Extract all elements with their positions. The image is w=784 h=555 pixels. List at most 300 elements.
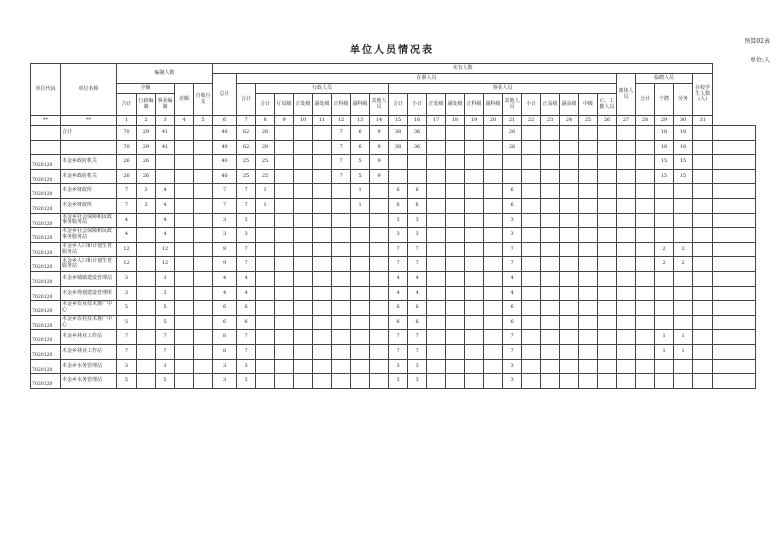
table-cell — [541, 301, 560, 316]
table-cell: 15 — [674, 169, 693, 184]
table-cell — [370, 242, 389, 257]
table-cell: 5 — [156, 301, 175, 316]
table-cell: 7 — [408, 242, 427, 257]
table-cell — [175, 126, 194, 141]
table-cell — [465, 344, 484, 359]
table-cell — [275, 155, 294, 170]
unit-code: 7020120 — [31, 228, 61, 243]
table-cell — [332, 257, 351, 272]
table-cell — [522, 344, 541, 359]
table-cell: 1 — [256, 184, 275, 199]
table-cell — [427, 228, 446, 243]
table-cell — [175, 330, 194, 345]
table-cell — [313, 169, 332, 184]
header-fuchu: 副处级 — [313, 94, 332, 116]
header-bianzhi: 编制人数 — [117, 64, 213, 84]
table-cell — [332, 184, 351, 199]
table-cell: 1 — [351, 198, 370, 213]
column-number: 12 — [332, 116, 351, 126]
table-cell: 26 — [503, 140, 522, 155]
table-cell — [636, 184, 655, 199]
table-cell — [713, 198, 756, 213]
table-cell: 3 — [408, 374, 427, 389]
table-cell — [313, 184, 332, 199]
table-cell — [617, 359, 636, 374]
table-cell: 4 — [117, 213, 137, 228]
unit-name: 木金乡水务管理站 — [61, 374, 117, 389]
table-cell: 7 — [389, 344, 408, 359]
column-number: 1 — [117, 116, 137, 126]
header-zhengchu: 正处级 — [294, 94, 313, 116]
table-cell — [465, 213, 484, 228]
table-cell: 9 — [370, 140, 389, 155]
table-cell: 3 — [117, 359, 137, 374]
table-cell — [560, 155, 579, 170]
column-number: 11 — [313, 116, 332, 126]
table-cell — [275, 344, 294, 359]
table-cell — [427, 374, 446, 389]
table-cell: 28 — [256, 126, 275, 141]
table-cell — [674, 286, 693, 301]
table-cell — [579, 184, 598, 199]
column-number: 2 — [137, 116, 156, 126]
table-cell — [313, 140, 332, 155]
table-cell — [137, 228, 156, 243]
table-cell — [484, 271, 503, 286]
table-cell — [370, 286, 389, 301]
table-cell — [194, 344, 213, 359]
table-cell — [522, 257, 541, 272]
table-cell — [598, 359, 617, 374]
table-cell — [194, 257, 213, 272]
table-cell — [427, 344, 446, 359]
table-cell — [313, 374, 332, 389]
table-cell — [579, 359, 598, 374]
table-cell: 25 — [237, 169, 256, 184]
table-cell — [598, 301, 617, 316]
header-quanbu: 全额 — [117, 84, 175, 94]
table-cell — [427, 155, 446, 170]
table-cell: 29 — [137, 126, 156, 141]
table-cell — [579, 126, 598, 141]
table-cell — [294, 301, 313, 316]
column-number: 18 — [446, 116, 465, 126]
unit-name: 木金乡财政所 — [61, 198, 117, 213]
table-cell — [194, 126, 213, 141]
table-row — [31, 169, 756, 184]
table-cell — [175, 184, 194, 199]
unit-name: 木金乡政府机关 — [61, 169, 117, 184]
table-cell — [484, 315, 503, 330]
table-cell: 3 — [237, 374, 256, 389]
table-cell: 7 — [237, 242, 256, 257]
table-cell — [465, 286, 484, 301]
header-sub-heji: 合计 — [237, 84, 256, 116]
table-cell — [541, 228, 560, 243]
table-cell — [313, 242, 332, 257]
table-cell: 15 — [674, 155, 693, 170]
table-cell — [465, 126, 484, 141]
table-cell — [465, 155, 484, 170]
table-cell — [713, 242, 756, 257]
table-cell — [484, 330, 503, 345]
table-cell — [579, 315, 598, 330]
table-cell — [693, 198, 713, 213]
table-cell: 5 — [156, 315, 175, 330]
table-row — [31, 374, 756, 389]
table-cell — [175, 198, 194, 213]
table-cell — [560, 169, 579, 184]
table-cell — [137, 271, 156, 286]
table-cell — [427, 301, 446, 316]
header-xingzheng: 行政编制 — [137, 94, 156, 116]
table-cell: 7 — [389, 257, 408, 272]
table-cell — [484, 242, 503, 257]
table-cell — [313, 198, 332, 213]
table-cell — [351, 257, 370, 272]
header-gl-fuchu: 副处级 — [446, 94, 465, 116]
table-cell: 3 — [117, 271, 137, 286]
table-cell — [541, 257, 560, 272]
column-number: 21 — [503, 116, 522, 126]
table-cell — [674, 374, 693, 389]
table-cell — [275, 330, 294, 345]
table-cell — [275, 359, 294, 374]
table-cell — [465, 301, 484, 316]
header-laowu: 劳务 — [674, 84, 693, 116]
table-cell — [541, 374, 560, 389]
column-number: 14 — [370, 116, 389, 126]
table-cell — [294, 140, 313, 155]
table-cell — [137, 315, 156, 330]
table-cell — [674, 301, 693, 316]
table-cell — [175, 301, 194, 316]
table-cell — [560, 315, 579, 330]
table-cell — [693, 359, 713, 374]
table-cell — [579, 286, 598, 301]
table-cell: 4 — [389, 271, 408, 286]
header-zaixiao: 在校学生人数(人) — [693, 74, 713, 116]
table-cell — [294, 257, 313, 272]
table-cell — [137, 359, 156, 374]
table-cell — [636, 213, 655, 228]
table-cell — [370, 315, 389, 330]
table-cell — [541, 242, 560, 257]
unit-name: 木金乡人口和计划生育服务站 — [61, 257, 117, 272]
table-cell — [465, 242, 484, 257]
table-cell — [522, 301, 541, 316]
header-chae: 差额 — [175, 84, 194, 116]
table-cell — [137, 344, 156, 359]
table-cell — [313, 228, 332, 243]
table-cell: 12 — [156, 257, 175, 272]
table-cell — [560, 286, 579, 301]
table-cell — [294, 359, 313, 374]
table-row — [31, 198, 756, 213]
table-cell — [446, 301, 465, 316]
header-zaizhi: 在职人员 — [237, 74, 617, 84]
column-number: 8 — [256, 116, 275, 126]
table-cell — [617, 126, 636, 141]
table-cell — [256, 257, 275, 272]
table-cell — [693, 140, 713, 155]
table-cell — [194, 271, 213, 286]
table-cell — [617, 344, 636, 359]
header-ting: 厅局级 — [275, 94, 294, 116]
table-cell — [541, 155, 560, 170]
column-number: 9 — [275, 116, 294, 126]
table-cell — [175, 155, 194, 170]
table-cell — [351, 271, 370, 286]
table-cell: 2 — [655, 242, 674, 257]
table-cell: 8 — [213, 344, 237, 359]
table-cell: 3 — [137, 184, 156, 199]
header-gl-fuke: 副科级 — [484, 94, 503, 116]
table-cell — [636, 228, 655, 243]
table-cell — [579, 169, 598, 184]
table-cell: 3 — [117, 286, 137, 301]
header-gl-zhengchu: 正处级 — [427, 94, 446, 116]
table-cell — [636, 286, 655, 301]
table-cell — [579, 330, 598, 345]
table-cell — [351, 374, 370, 389]
table-cell — [446, 126, 465, 141]
table-cell: 2 — [655, 257, 674, 272]
table-cell — [332, 213, 351, 228]
table-cell: 3 — [237, 228, 256, 243]
table-cell — [332, 315, 351, 330]
column-number: 17 — [427, 116, 446, 126]
column-number: 25 — [579, 116, 598, 126]
header-shiye-ry: 事业人员 — [389, 84, 617, 94]
table-cell: 1 — [256, 198, 275, 213]
unit-name: 木金乡农村技术推广中心 — [61, 315, 117, 330]
table-cell: 9 — [213, 257, 237, 272]
table-cell — [194, 140, 213, 155]
table-cell: 3 — [408, 359, 427, 374]
table-cell — [370, 228, 389, 243]
table-cell — [465, 315, 484, 330]
column-number: 7 — [237, 116, 256, 126]
table-cell — [408, 169, 427, 184]
table-cell — [560, 140, 579, 155]
table-cell: 3 — [389, 213, 408, 228]
table-cell: 7 — [408, 344, 427, 359]
table-cell — [693, 184, 713, 199]
table-cell: 41 — [156, 126, 175, 141]
table-cell — [446, 213, 465, 228]
table-cell: 7 — [237, 184, 256, 199]
table-cell — [256, 242, 275, 257]
table-cell: 2 — [674, 257, 693, 272]
header-lixiu: 离休人员 — [617, 74, 636, 116]
table-cell: 7 — [503, 344, 522, 359]
table-cell — [370, 344, 389, 359]
table-cell — [332, 228, 351, 243]
table-cell: 26 — [117, 169, 137, 184]
table-cell — [332, 198, 351, 213]
table-row — [31, 213, 756, 228]
table-cell — [275, 242, 294, 257]
table-cell — [598, 315, 617, 330]
unit-name: 木金乡社会保障和民政事务服务站 — [61, 213, 117, 228]
table-cell — [617, 242, 636, 257]
table-cell: 28 — [256, 140, 275, 155]
table-cell — [294, 271, 313, 286]
table-cell — [275, 126, 294, 141]
table-cell — [655, 271, 674, 286]
table-cell — [655, 286, 674, 301]
table-cell — [636, 330, 655, 345]
table-cell — [522, 184, 541, 199]
table-cell — [194, 228, 213, 243]
table-cell — [636, 242, 655, 257]
table-cell: 7 — [389, 330, 408, 345]
table-cell: 38 — [389, 126, 408, 141]
column-number: 13 — [351, 116, 370, 126]
table-cell — [674, 271, 693, 286]
header-geren: 个聘 — [655, 84, 674, 116]
table-cell — [351, 301, 370, 316]
table-cell: 7 — [117, 198, 137, 213]
table-cell — [256, 330, 275, 345]
table-cell — [693, 286, 713, 301]
table-cell — [175, 315, 194, 330]
table-cell — [465, 374, 484, 389]
table-cell — [156, 169, 175, 184]
table-cell — [294, 344, 313, 359]
table-cell — [484, 198, 503, 213]
table-cell: 1 — [655, 330, 674, 345]
table-cell: 62 — [237, 126, 256, 141]
table-cell: 62 — [237, 140, 256, 155]
table-cell — [427, 126, 446, 141]
header-linshi: 临聘人员 — [636, 74, 693, 84]
table-cell — [655, 315, 674, 330]
table-cell — [541, 330, 560, 345]
table-cell — [427, 213, 446, 228]
table-cell — [275, 286, 294, 301]
table-cell — [351, 213, 370, 228]
table-cell: 9 — [370, 169, 389, 184]
table-cell — [674, 198, 693, 213]
table-cell — [427, 330, 446, 345]
table-cell — [256, 359, 275, 374]
table-cell — [175, 359, 194, 374]
unit-code: 7020120 — [31, 184, 61, 199]
table-cell — [294, 374, 313, 389]
table-cell: 1 — [674, 330, 693, 345]
table-cell: 7 — [389, 242, 408, 257]
table-row — [31, 184, 756, 199]
column-number: 29 — [655, 116, 674, 126]
table-cell — [617, 198, 636, 213]
table-cell: 6 — [389, 315, 408, 330]
header-zy-fugao: 副高级 — [560, 94, 579, 116]
table-cell: 7 — [503, 330, 522, 345]
table-row — [31, 315, 756, 330]
table-cell — [503, 169, 522, 184]
table-cell — [194, 359, 213, 374]
table-cell: 4 — [503, 286, 522, 301]
table-cell — [693, 155, 713, 170]
unit-name: 木金乡林业工作站 — [61, 344, 117, 359]
table-cell — [465, 257, 484, 272]
table-cell — [194, 184, 213, 199]
personnel-table — [30, 63, 756, 389]
table-cell — [655, 198, 674, 213]
table-cell — [313, 126, 332, 141]
table-cell: 26 — [117, 155, 137, 170]
table-cell — [598, 286, 617, 301]
table-cell — [674, 359, 693, 374]
table-cell — [370, 301, 389, 316]
table-cell — [137, 257, 156, 272]
unit-name: 木金乡林业工作站 — [61, 330, 117, 345]
table-cell — [579, 242, 598, 257]
table-cell — [598, 344, 617, 359]
table-cell — [446, 228, 465, 243]
table-cell: 18 — [674, 126, 693, 141]
table-cell — [713, 228, 756, 243]
table-cell — [408, 155, 427, 170]
table-cell — [427, 359, 446, 374]
table-row — [31, 228, 756, 243]
table-cell — [351, 286, 370, 301]
table-cell — [446, 374, 465, 389]
table-cell — [541, 126, 560, 141]
table-cell: 6 — [213, 315, 237, 330]
table-cell — [256, 228, 275, 243]
table-cell — [256, 315, 275, 330]
table-cell: 3 — [237, 359, 256, 374]
column-number: 19 — [465, 116, 484, 126]
table-cell: 7 — [237, 330, 256, 345]
table-cell — [484, 140, 503, 155]
table-row — [31, 344, 756, 359]
table-cell — [294, 315, 313, 330]
table-cell — [693, 242, 713, 257]
table-cell — [693, 271, 713, 286]
table-cell — [370, 359, 389, 374]
table-cell: 18 — [655, 126, 674, 141]
table-cell — [522, 359, 541, 374]
table-cell — [636, 359, 655, 374]
column-number: ** — [61, 116, 117, 126]
table-cell — [484, 155, 503, 170]
column-number: 6 — [213, 116, 237, 126]
table-cell — [351, 344, 370, 359]
unit-code: 7020120 — [31, 169, 61, 184]
table-cell — [313, 330, 332, 345]
table-cell — [636, 301, 655, 316]
table-cell: 12 — [117, 257, 137, 272]
table-cell — [370, 257, 389, 272]
table-cell: 3 — [389, 374, 408, 389]
table-cell — [256, 213, 275, 228]
table-cell — [693, 344, 713, 359]
table-cell — [560, 344, 579, 359]
form-code-label: 预算02表 — [744, 38, 770, 45]
table-cell — [598, 330, 617, 345]
table-cell — [560, 184, 579, 199]
table-cell — [370, 374, 389, 389]
table-cell — [713, 301, 756, 316]
table-cell: 3 — [408, 228, 427, 243]
table-cell — [598, 374, 617, 389]
table-cell — [332, 271, 351, 286]
table-cell — [655, 184, 674, 199]
